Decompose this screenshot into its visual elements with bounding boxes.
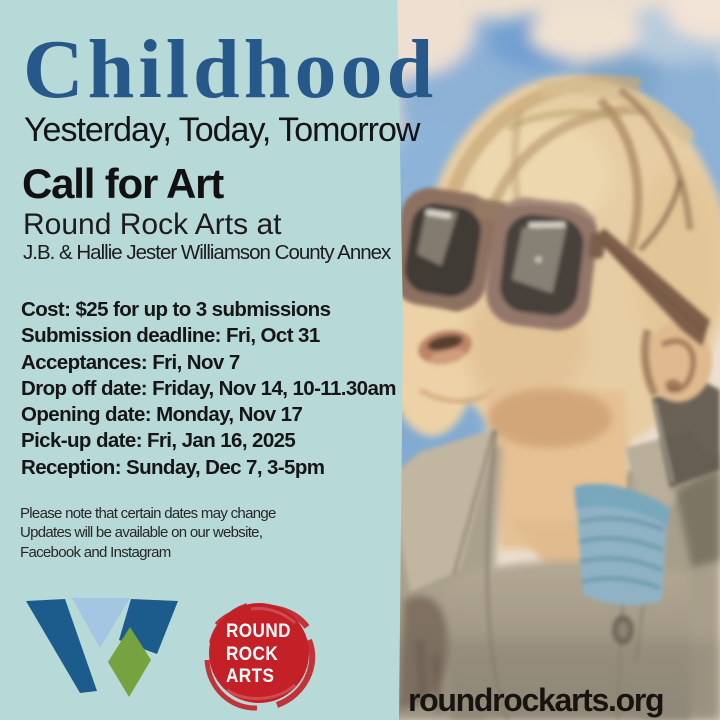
note-text	[20, 504, 276, 562]
detail-line-deadline: Submission deadline: Fri, Oct 31	[21, 324, 320, 348]
detail-line-reception: Reception: Sunday, Dec 7, 3-5pm	[21, 455, 325, 479]
call-for-art-heading: Call for Art	[22, 160, 224, 207]
rra-logo-line: ARTS	[226, 666, 275, 687]
rra-logo-text	[226, 621, 291, 689]
detail-line-acceptances: Acceptances: Fri, Nov 7	[21, 350, 240, 374]
detail-line-cost: Cost: $25 for up to 3 submissions	[21, 298, 331, 321]
detail-line-opening: Opening date: Monday, Nov 17	[21, 403, 303, 427]
rra-logo-line: ROCK	[226, 643, 279, 665]
note-line: Updates will be available on our website,	[20, 524, 263, 542]
flyer-title: Childhood	[23, 23, 438, 116]
website-url: roundrockarts.org	[408, 682, 664, 718]
watercolor-child-artwork	[390, 0, 720, 720]
round-rock-arts-logo	[197, 595, 321, 717]
detail-line-pickup: Pick-up date: Fri, Jan 16, 2025	[21, 429, 296, 453]
rra-logo-line: ROUND	[226, 621, 291, 642]
note-line: Please note that certain dates may change	[20, 505, 276, 522]
event-details-list	[21, 297, 396, 481]
striped-shirt	[574, 484, 670, 605]
detail-line-dropoff: Drop off date: Friday, Nov 14, 10-11.30am	[21, 376, 396, 400]
flyer-subtitle: Yesterday, Today, Tomorrow	[24, 111, 420, 149]
venue-line-2: J.B. & Hallie Jester Williamson County Annex	[23, 241, 391, 264]
note-line: Facebook and Instagram	[20, 543, 171, 561]
williamson-county-w-logo-icon	[20, 596, 185, 704]
venue-line-1: Round Rock Arts at	[23, 208, 282, 241]
